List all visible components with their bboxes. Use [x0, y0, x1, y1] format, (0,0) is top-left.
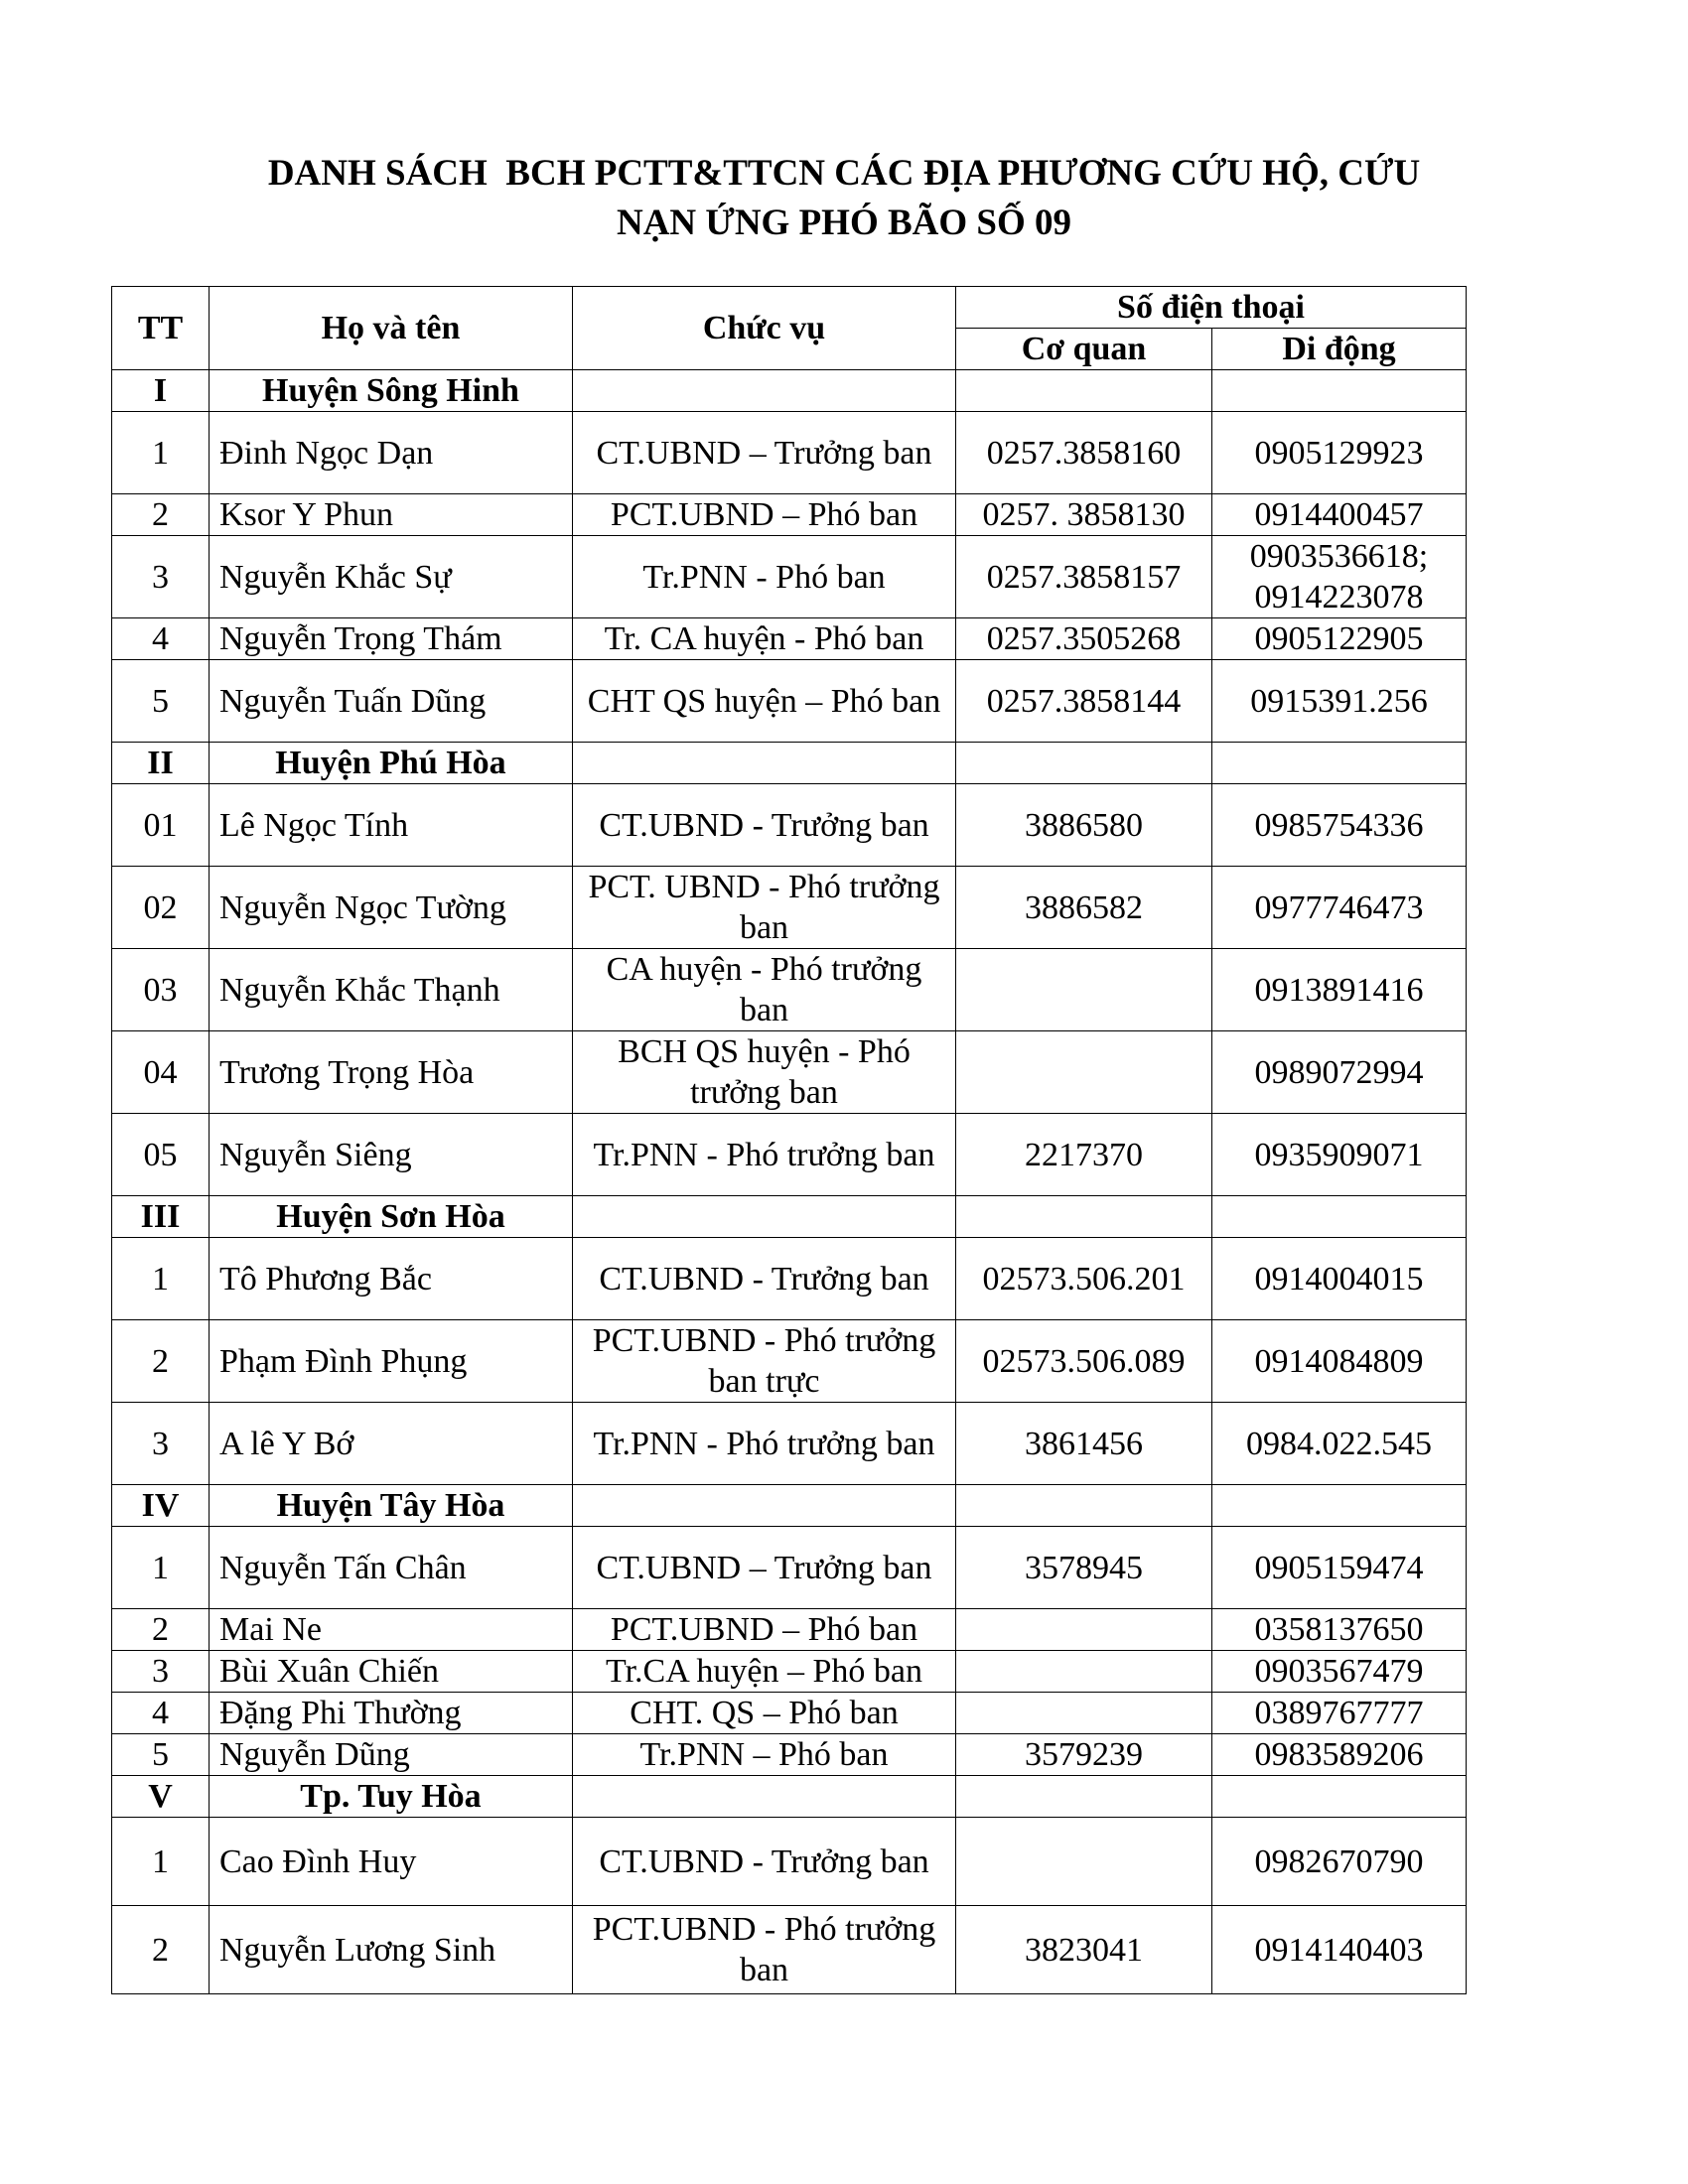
row-office-phone: 0257. 3858130 — [956, 494, 1212, 536]
row-position: CHT QS huyện – Phó ban — [573, 660, 956, 743]
row-position: PCT. UBND - Phó trưởng ban — [573, 867, 956, 949]
table-row — [112, 1693, 1467, 1734]
row-office-phone: 02573.506.089 — [956, 1320, 1212, 1403]
section-empty-cell — [956, 1776, 1212, 1818]
section-empty-cell — [573, 1776, 956, 1818]
row-name: Nguyễn Tuấn Dũng — [210, 660, 573, 743]
section-numeral: I — [112, 370, 210, 412]
row-tt: 3 — [112, 1651, 210, 1693]
row-mobile-phone: 0905122905 — [1212, 618, 1467, 660]
row-office-phone: 3578945 — [956, 1527, 1212, 1609]
row-tt: 1 — [112, 1818, 210, 1906]
row-office-phone — [956, 949, 1212, 1031]
row-mobile-phone: 0984.022.545 — [1212, 1403, 1467, 1485]
row-tt: 3 — [112, 1403, 210, 1485]
section-numeral: V — [112, 1776, 210, 1818]
row-office-phone: 3886580 — [956, 784, 1212, 867]
row-tt: 2 — [112, 1320, 210, 1403]
table-row — [112, 1609, 1467, 1651]
row-mobile-phone: 0914140403 — [1212, 1906, 1467, 1994]
row-office-phone: 0257.3858144 — [956, 660, 1212, 743]
section-empty-cell — [573, 1485, 956, 1527]
row-name: Trương Trọng Hòa — [210, 1031, 573, 1114]
header-office-phone: Cơ quan — [956, 329, 1212, 370]
row-mobile-phone: 0914004015 — [1212, 1238, 1467, 1320]
row-position: CT.UBND – Trưởng ban — [573, 1527, 956, 1609]
row-name: Ksor Y Phun — [210, 494, 573, 536]
table-row — [112, 1114, 1467, 1196]
table-row — [112, 618, 1467, 660]
row-name: Nguyễn Lương Sinh — [210, 1906, 573, 1994]
table-row — [112, 1527, 1467, 1609]
row-tt: 5 — [112, 660, 210, 743]
table-row — [112, 1403, 1467, 1485]
row-office-phone — [956, 1693, 1212, 1734]
row-office-phone: 2217370 — [956, 1114, 1212, 1196]
row-name: Nguyễn Dũng — [210, 1734, 573, 1776]
section-row — [112, 1196, 1467, 1238]
section-name: Huyện Sông Hinh — [210, 370, 573, 412]
row-name: Nguyễn Ngọc Tường — [210, 867, 573, 949]
row-mobile-phone: 0977746473 — [1212, 867, 1467, 949]
row-name: Nguyễn Khắc Sự — [210, 536, 573, 618]
section-name: Tp. Tuy Hòa — [210, 1776, 573, 1818]
section-numeral: II — [112, 743, 210, 784]
row-tt: 2 — [112, 1906, 210, 1994]
row-office-phone: 0257.3858157 — [956, 536, 1212, 618]
row-mobile-phone: 0903567479 — [1212, 1651, 1467, 1693]
table-row — [112, 1906, 1467, 1994]
row-position: BCH QS huyện - Phó trưởng ban — [573, 1031, 956, 1114]
section-numeral: IV — [112, 1485, 210, 1527]
row-mobile-phone: 0905129923 — [1212, 412, 1467, 494]
table-row — [112, 1031, 1467, 1114]
row-tt: 2 — [112, 494, 210, 536]
row-mobile-phone: 0914084809 — [1212, 1320, 1467, 1403]
row-mobile-phone: 0914400457 — [1212, 494, 1467, 536]
section-row — [112, 1485, 1467, 1527]
row-office-phone: 3579239 — [956, 1734, 1212, 1776]
row-office-phone: 0257.3858160 — [956, 412, 1212, 494]
header-position: Chức vụ — [573, 287, 956, 370]
section-empty-cell — [573, 370, 956, 412]
row-position: Tr.CA huyện – Phó ban — [573, 1651, 956, 1693]
section-row — [112, 743, 1467, 784]
table-body — [112, 370, 1467, 1994]
table-row — [112, 867, 1467, 949]
section-numeral: III — [112, 1196, 210, 1238]
row-position: PCT.UBND - Phó trưởng ban — [573, 1906, 956, 1994]
row-office-phone: 02573.506.201 — [956, 1238, 1212, 1320]
section-empty-cell — [573, 1196, 956, 1238]
row-tt: 05 — [112, 1114, 210, 1196]
section-name: Huyện Tây Hòa — [210, 1485, 573, 1527]
section-empty-cell — [1212, 743, 1467, 784]
title-line-2: NẠN ỨNG PHÓ BÃO SỐ 09 — [616, 203, 1072, 243]
title-line-1: DANH SÁCH BCH PCTT&TTCN CÁC ĐỊA PHƯƠNG CỨU HỘ, CỨU — [267, 153, 1421, 194]
row-mobile-phone: 0985754336 — [1212, 784, 1467, 867]
row-name: Tô Phương Bắc — [210, 1238, 573, 1320]
table-row — [112, 949, 1467, 1031]
row-position: CHT. QS – Phó ban — [573, 1693, 956, 1734]
row-mobile-phone: 0982670790 — [1212, 1818, 1467, 1906]
row-office-phone: 3823041 — [956, 1906, 1212, 1994]
row-position: Tr.PNN - Phó trưởng ban — [573, 1114, 956, 1196]
table-row — [112, 1818, 1467, 1906]
row-name: A lê Y Bớ — [210, 1403, 573, 1485]
row-tt: 1 — [112, 1527, 210, 1609]
row-position: PCT.UBND – Phó ban — [573, 494, 956, 536]
row-office-phone — [956, 1031, 1212, 1114]
row-office-phone: 0257.3505268 — [956, 618, 1212, 660]
table-row — [112, 536, 1467, 618]
table-row — [112, 784, 1467, 867]
section-name: Huyện Sơn Hòa — [210, 1196, 573, 1238]
row-tt: 02 — [112, 867, 210, 949]
row-mobile-phone: 0903536618; 0914223078 — [1212, 536, 1467, 618]
row-position: CT.UBND - Trưởng ban — [573, 784, 956, 867]
section-row — [112, 1776, 1467, 1818]
row-name: Phạm Đình Phụng — [210, 1320, 573, 1403]
section-empty-cell — [956, 370, 1212, 412]
header-tt: TT — [112, 287, 210, 370]
table-row — [112, 660, 1467, 743]
section-empty-cell — [573, 743, 956, 784]
row-mobile-phone: 0983589206 — [1212, 1734, 1467, 1776]
row-tt: 04 — [112, 1031, 210, 1114]
row-tt: 4 — [112, 618, 210, 660]
table-row — [112, 494, 1467, 536]
row-name: Đặng Phi Thường — [210, 1693, 573, 1734]
row-office-phone — [956, 1651, 1212, 1693]
section-empty-cell — [1212, 1776, 1467, 1818]
row-mobile-phone: 0935909071 — [1212, 1114, 1467, 1196]
row-position: Tr.PNN – Phó ban — [573, 1734, 956, 1776]
row-mobile-phone: 0915391.256 — [1212, 660, 1467, 743]
document-title — [0, 149, 1688, 248]
header-phone: Số điện thoại — [956, 287, 1467, 329]
row-tt: 03 — [112, 949, 210, 1031]
row-mobile-phone: 0905159474 — [1212, 1527, 1467, 1609]
table-header — [112, 287, 1467, 370]
section-empty-cell — [956, 1485, 1212, 1527]
row-office-phone — [956, 1818, 1212, 1906]
row-name: Nguyễn Trọng Thám — [210, 618, 573, 660]
table-row — [112, 1651, 1467, 1693]
row-position: CT.UBND - Trưởng ban — [573, 1238, 956, 1320]
rescue-roster-table — [111, 286, 1467, 1994]
row-name: Bùi Xuân Chiến — [210, 1651, 573, 1693]
row-position: CA huyện - Phó trưởng ban — [573, 949, 956, 1031]
row-tt: 5 — [112, 1734, 210, 1776]
row-mobile-phone: 0358137650 — [1212, 1609, 1467, 1651]
row-name: Nguyễn Siêng — [210, 1114, 573, 1196]
section-empty-cell — [1212, 1196, 1467, 1238]
row-mobile-phone: 0389767777 — [1212, 1693, 1467, 1734]
section-empty-cell — [1212, 1485, 1467, 1527]
section-empty-cell — [956, 1196, 1212, 1238]
section-empty-cell — [956, 743, 1212, 784]
table-row — [112, 1238, 1467, 1320]
section-empty-cell — [1212, 370, 1467, 412]
row-office-phone: 3886582 — [956, 867, 1212, 949]
row-name: Cao Đình Huy — [210, 1818, 573, 1906]
row-name: Nguyễn Khắc Thạnh — [210, 949, 573, 1031]
row-tt: 4 — [112, 1693, 210, 1734]
row-position: Tr.PNN - Phó trưởng ban — [573, 1403, 956, 1485]
row-name: Mai Ne — [210, 1609, 573, 1651]
row-position: PCT.UBND – Phó ban — [573, 1609, 956, 1651]
row-tt: 01 — [112, 784, 210, 867]
row-office-phone: 3861456 — [956, 1403, 1212, 1485]
row-position: CT.UBND – Trưởng ban — [573, 412, 956, 494]
table-row — [112, 1320, 1467, 1403]
section-name: Huyện Phú Hòa — [210, 743, 573, 784]
row-tt: 1 — [112, 412, 210, 494]
header-mobile-phone: Di động — [1212, 329, 1467, 370]
row-position: CT.UBND - Trưởng ban — [573, 1818, 956, 1906]
row-position: Tr. CA huyện - Phó ban — [573, 618, 956, 660]
row-tt: 2 — [112, 1609, 210, 1651]
row-tt: 3 — [112, 536, 210, 618]
section-row — [112, 370, 1467, 412]
row-mobile-phone: 0913891416 — [1212, 949, 1467, 1031]
row-name: Lê Ngọc Tính — [210, 784, 573, 867]
header-name: Họ và tên — [210, 287, 573, 370]
row-name: Nguyễn Tấn Chân — [210, 1527, 573, 1609]
row-tt: 1 — [112, 1238, 210, 1320]
table-row — [112, 412, 1467, 494]
row-name: Đinh Ngọc Dạn — [210, 412, 573, 494]
row-mobile-phone: 0989072994 — [1212, 1031, 1467, 1114]
row-position: Tr.PNN - Phó ban — [573, 536, 956, 618]
row-position: PCT.UBND - Phó trưởng ban trực — [573, 1320, 956, 1403]
row-office-phone — [956, 1609, 1212, 1651]
table-row — [112, 1734, 1467, 1776]
